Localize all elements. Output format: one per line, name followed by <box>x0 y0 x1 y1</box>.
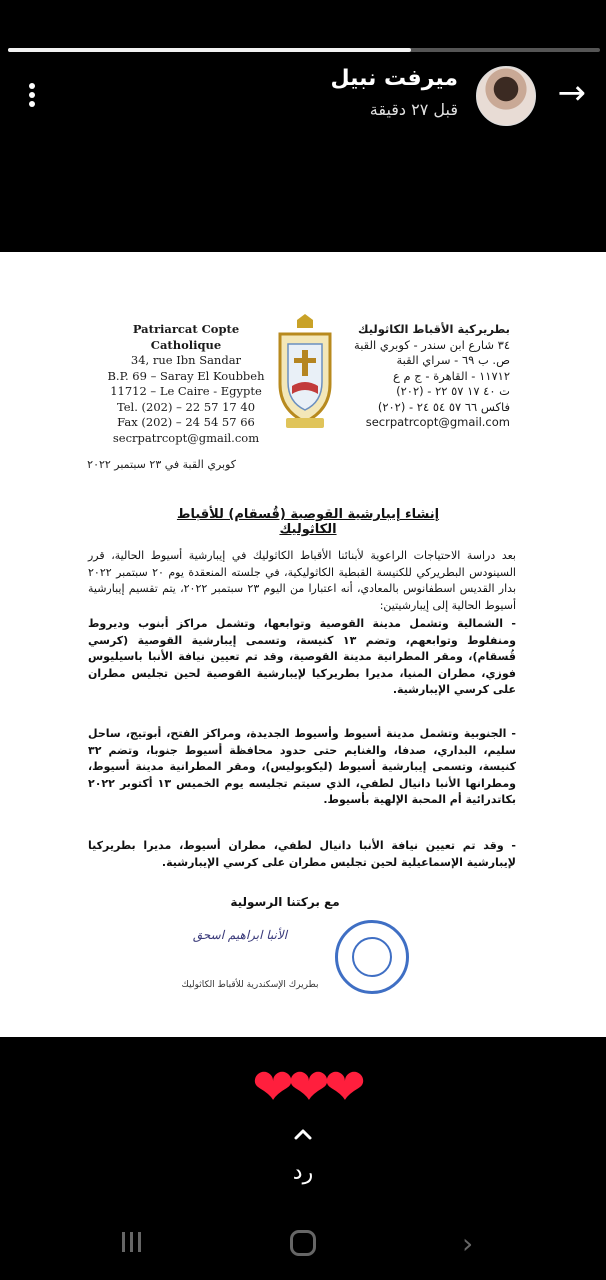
system-nav-bar <box>0 1210 606 1280</box>
home-icon[interactable] <box>290 1230 316 1256</box>
signature-caption: بطريرك الإسكندرية للأقباط الكاثوليك <box>181 980 319 990</box>
coat-of-arms-icon <box>272 314 338 434</box>
document-title: إنشاء إيبارشية القوصية (قُسقام) للأقباط الكاثوليك <box>176 507 440 537</box>
handwritten-signature: الأنبا ابراهيم اسحق <box>192 928 288 942</box>
official-seal-icon <box>335 920 409 994</box>
letterhead-en-line: Tel. (202) – 22 57 17 40 <box>116 399 256 414</box>
document-item-south: - الجنوبية وتشمل مدينة أسيوط وأسيوط الجديدة، ومراكز الفتح، أبوتيج، ساحل سليم، البداري، صدفا، والغنايم حتى حدود محافظة أسيوط جنوبا، وتضم ٣٢ كنيسة، وتسمى إيبارشية أسيوط (ليكوبوليس)، ومقر المطرانية مدينة أسيوط، ومطرانها الأنبا دانيال لطفي، الذي سيتم تجليسه يوم الخميس ١٣ أكتوبر ٢٠٢٢ بكاتدرائية أم المحبة الإلهية بأسيوط. <box>88 727 516 806</box>
document-item-north: - الشمالية وتشمل مدينة القوصية وتوابعها، وتشمل مراكز أبنوب وديروط ومنفلوط وتوابعهم، وتضم ١٣ كنيسة، وتسمى إيبارشية القوصية (كرسي قُسقام)، ومقر المطرانية مدينة القوصية، وقد تم تعيين نيافة الأنبا باسيليوس فوزي، مطران المنيا، مديرا بطريركيا لإيبارشية القوصية لحين تجليس مطران على كرسي الإيبارشية. <box>88 617 516 696</box>
document-blessing: مع بركتنا الرسولية <box>230 895 340 909</box>
story-progress-fill <box>8 48 411 52</box>
letterhead-en-line: Fax (202) – 24 54 57 66 <box>117 415 255 429</box>
reply-button[interactable]: رد <box>292 1160 314 1185</box>
story-progress-bar <box>8 48 600 52</box>
letterhead-ar-line: ٣٤ شارع ابن سندر - كوبري القبة <box>354 337 510 352</box>
story-timestamp: قبل ٢٧ دقيقة <box>369 100 458 119</box>
story-user-name[interactable]: ميرفت نبيل <box>330 66 458 91</box>
nav-back-icon[interactable]: › <box>462 1227 474 1260</box>
letterhead-en-line: secrpatrcopt@gmail.com <box>112 430 260 445</box>
letterhead-en <box>106 322 266 446</box>
letterhead-ar-line: فاكس ٦٦ ٥٧ ٥٤ ٢٤ - (٢٠٢) <box>377 399 510 414</box>
more-options-icon[interactable] <box>22 80 42 112</box>
letterhead-ar-line: ١١٧١٢ - القاهرة - ج م ع <box>393 368 510 383</box>
letterhead-en-line: 34, rue Ibn Sandar <box>130 353 242 367</box>
back-arrow-icon[interactable]: → <box>557 73 586 113</box>
letterhead-ar-title: بطريركية الأقباط الكاثوليك <box>357 322 510 336</box>
letterhead-en-line: B.P. 69 – Saray El Koubbeh <box>107 368 265 383</box>
letterhead-en-title: Patriarcat Copte Catholique <box>132 322 240 352</box>
letterhead-ar <box>350 322 510 431</box>
document-image <box>0 252 606 1037</box>
signature-block <box>165 920 425 1012</box>
heart-reactions[interactable]: ❤❤❤ <box>252 1058 360 1116</box>
letterhead-en-line: 11712 – Le Caire - Egypte <box>110 384 262 398</box>
document-item-ismailia: - وقد تم تعيين نيافة الأنبا دانيال لطفي، مطران أسيوط، مديرا بطريركيا لإيبارشية الإسماعيلية لحين تجليس مطران على كرسي الإيبارشية. <box>88 839 516 869</box>
letterhead-ar-line: secrpatrcopt@gmail.com <box>365 415 510 429</box>
letterhead-ar-line: ت ٤٠ ١٧ ٥٧ ٢٢ - (٢٠٢) <box>396 384 510 398</box>
document-date: كوبري القبة في ٢٣ سبتمبر ٢٠٢٢ <box>87 458 236 471</box>
avatar[interactable] <box>476 66 536 126</box>
letterhead-ar-line: ص. ب ٦٩ - سراي القبة <box>396 353 510 367</box>
recent-apps-icon[interactable] <box>122 1232 148 1258</box>
document-paragraph: بعد دراسة الاحتياجات الراعوية لأبنائنا الأقباط الكاثوليك في إيبارشية أسيوط الحالية، قرر السينودس البطريركي للكنيسة القبطية الكاثوليكية، في جلسته المنعقدة يوم ٢٠ سبتمبر ٢٠٢٢ بدار القديس اسطفانوس بالمعادي، أنه اعتبارا من اليوم ٢٣ سبتمبر ٢٠٢٢، يتم تقسيم إيبارشية أسيوط الحالية إلى إيبارشيتين: <box>88 549 517 612</box>
chevron-up-icon[interactable] <box>291 1122 315 1146</box>
